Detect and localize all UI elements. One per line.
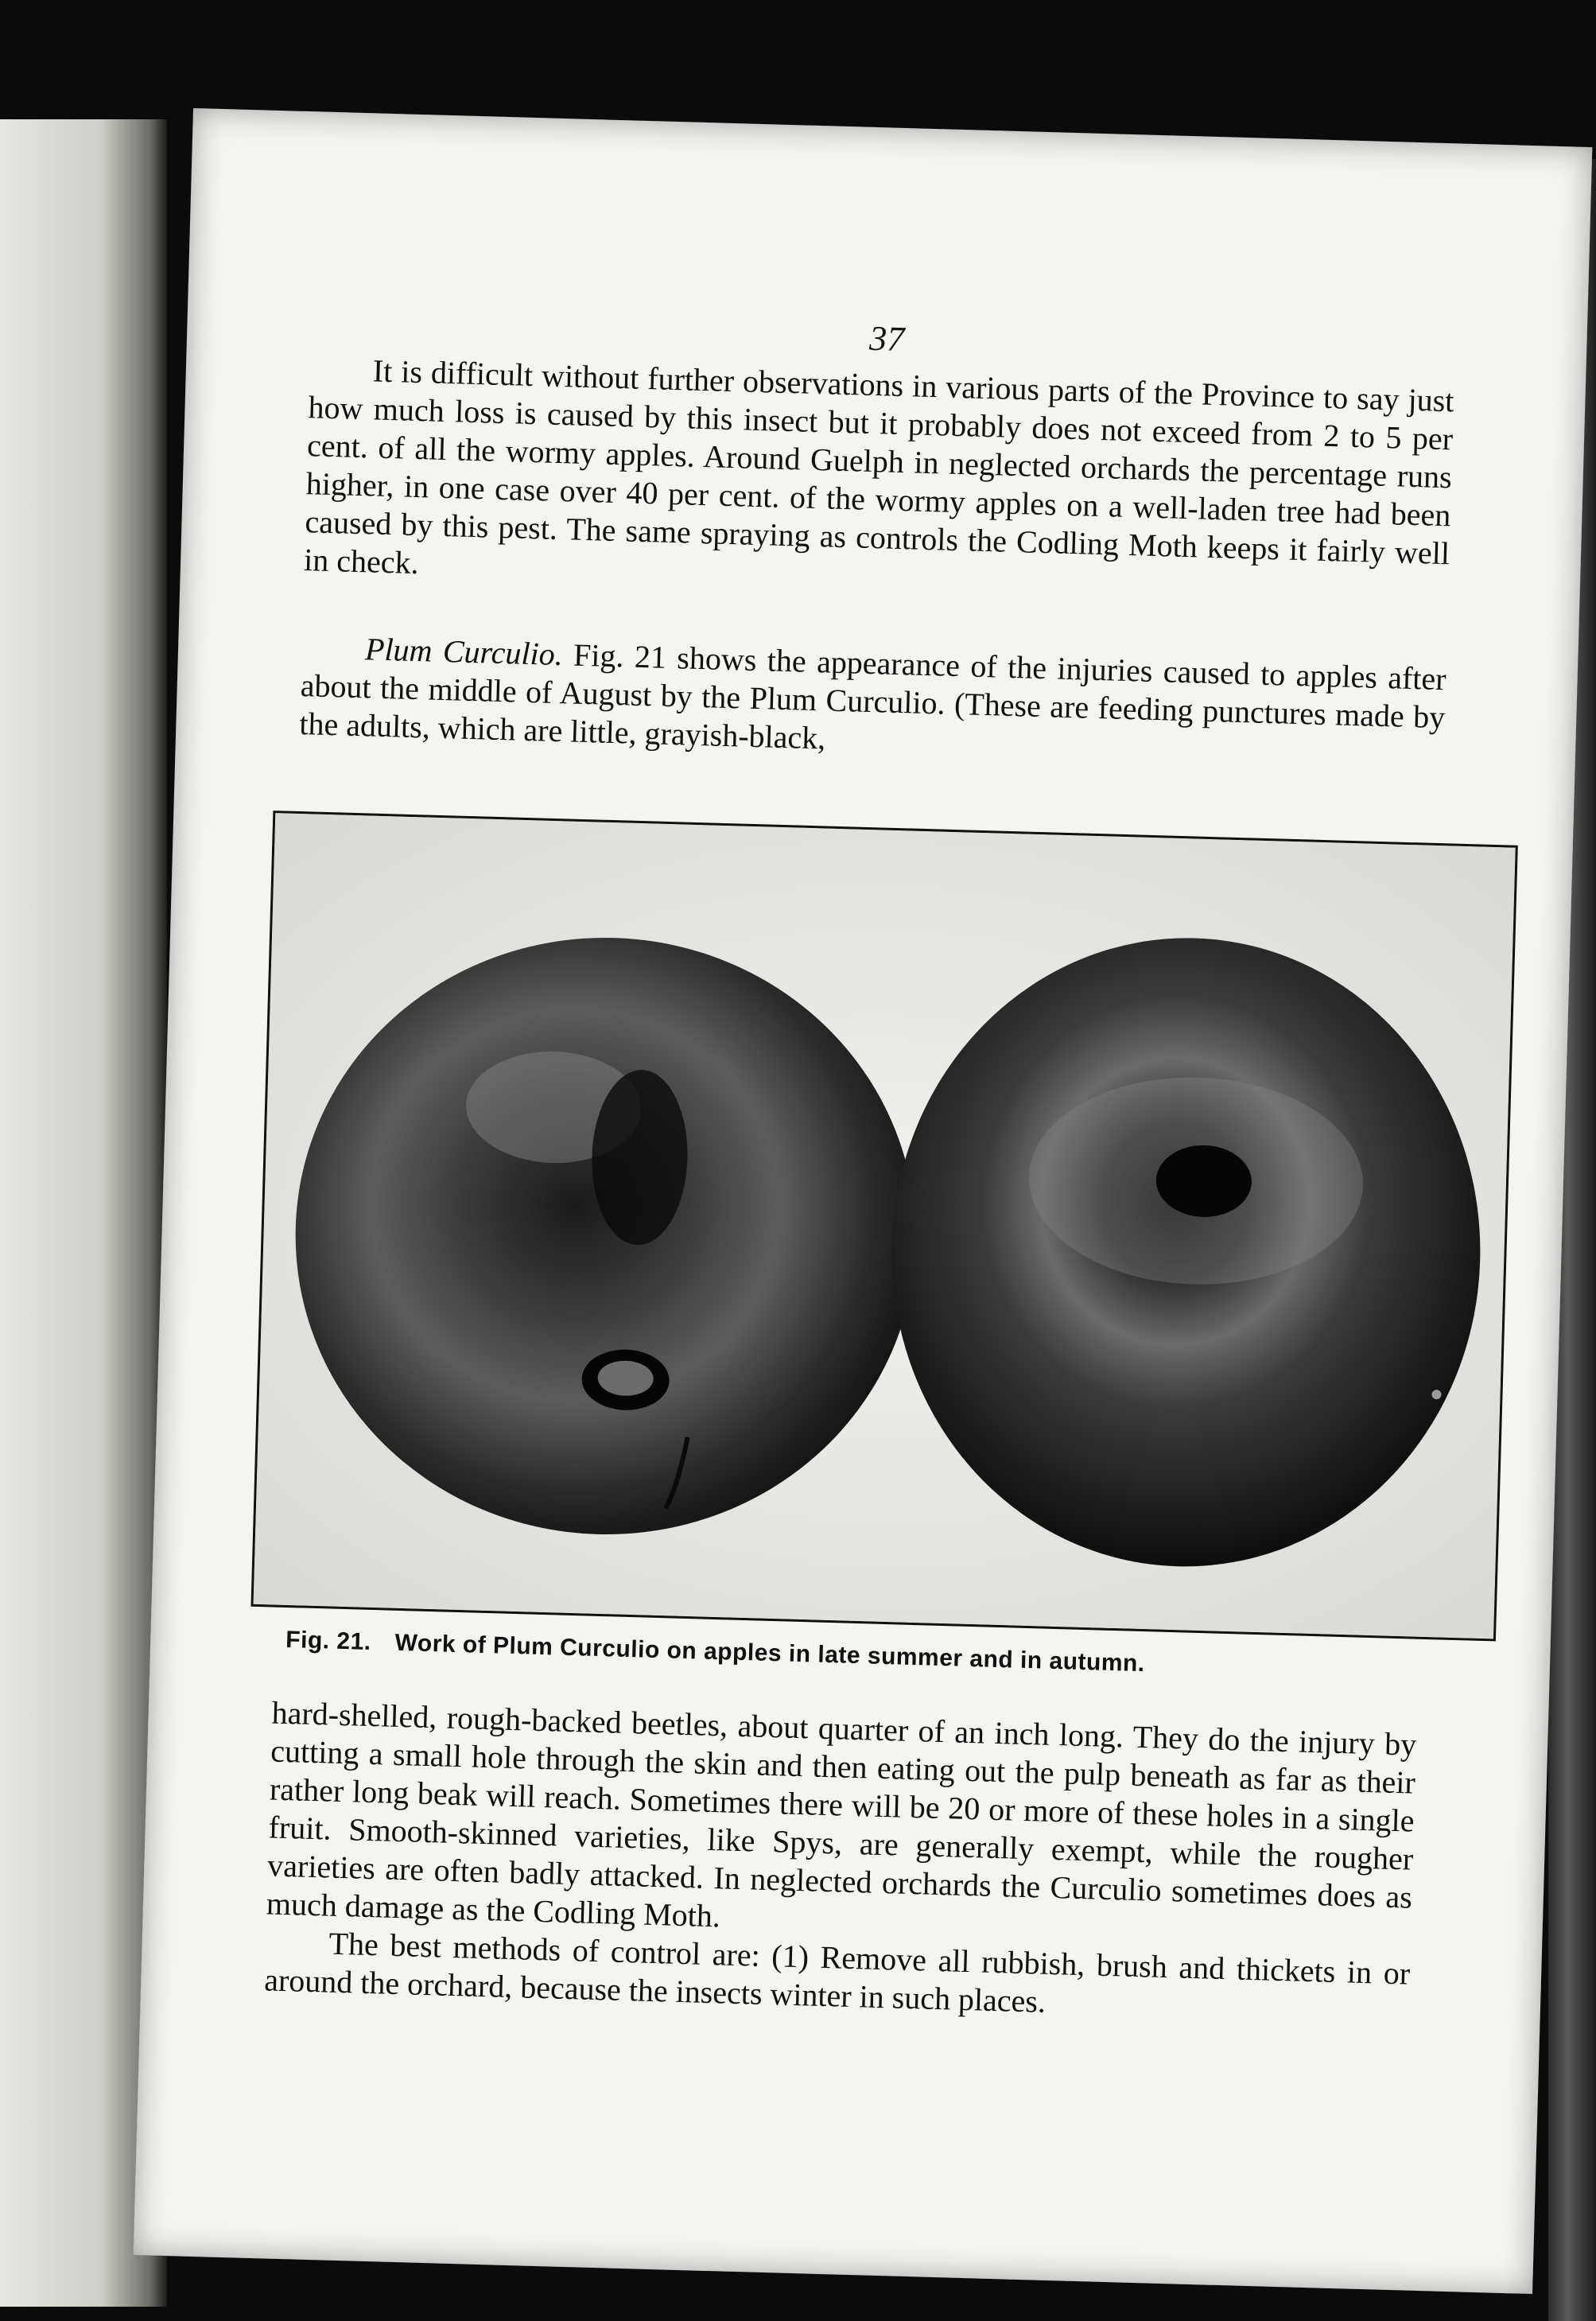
figure-caption-text: Work of Plum Curculio on apples in late summer and in autumn. (394, 1629, 1146, 1678)
paragraph-text: It is difficult without further observations in various parts of the Province to say just how much loss is caused by this insect but it probably does not exceed from 2 to 5 per cent. of all the wormy apples. Around Guelph in neglected orchards the percentage runs higher, in one case over 40 per cent. of the wormy apples on a well-laden tree had been caused by this pest. The same spraying as controls the Codling Moth keeps it fairly well in check. (303, 352, 1455, 581)
paragraph-control-methods: The best methods of control are: (1) Remove all rubbish, brush and thickets in or around the orchard, because the insects winter in such places. (263, 1925, 1411, 2020)
figure-label: Fig. 21. (285, 1626, 372, 1655)
figure-apple-photo (250, 811, 1517, 1641)
section-heading-plum-curculio: Plum Curculio. (364, 631, 564, 673)
paragraph-text: hard-shelled, rough-backed beetles, about quarter of an inch long. They do the injury by cutting a small hole through the skin and then eating out the pulp beneath as far as their rather long beak will reach. Sometimes there will be 20 or more of these holes in a single fruit. Smooth-skinned varieties, like Spys, are generally exempt, while the rougher varieties are often badly attacked. In neglected orchards the Curculio sometimes does as much damage as the Codling Moth. (266, 1694, 1417, 1934)
paragraph-loss-estimate (304, 350, 1454, 611)
paragraph-beetle-description (264, 1694, 1417, 2031)
paragraph-plum-curculio (299, 628, 1446, 775)
apple-photo-image (254, 813, 1516, 1639)
page-number: 37 (868, 318, 905, 360)
paragraph-text: Fig. 21 shows the appearance of the injuries caused to apples after about the middle of August by the Plum Curculio. (These are feeding punctures made by the adults, which are little, grayish-black, (298, 636, 1447, 756)
book-page (134, 108, 1593, 2294)
